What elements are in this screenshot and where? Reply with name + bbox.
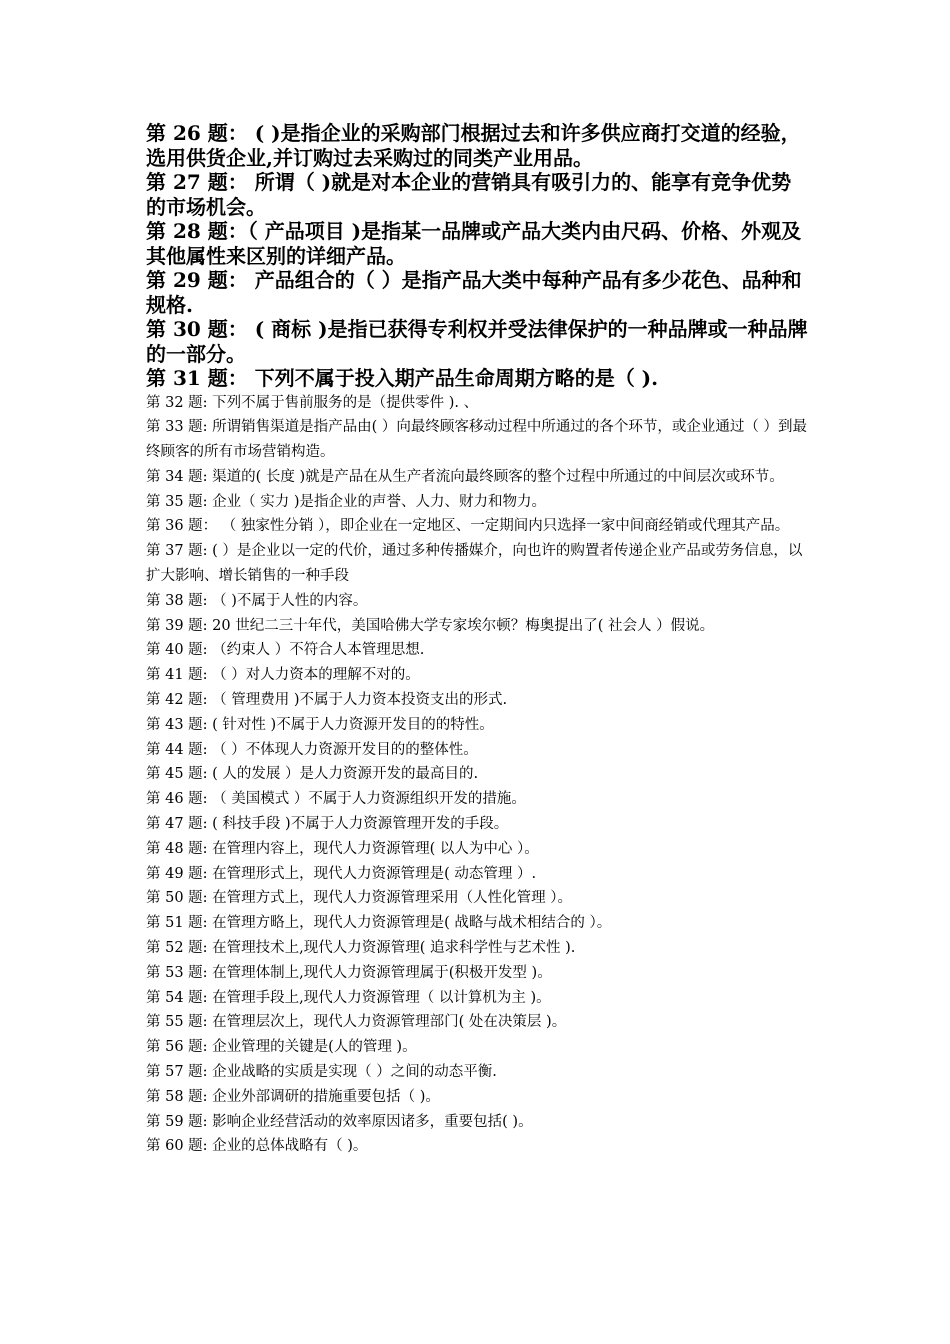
question-39: 第 39 题: 20 世纪二三十年代，美国哈佛大学专家埃尔顿？梅奥提出了( 社会人 ）假说。	[146, 617, 715, 634]
question-34: 第 34 题: 渠道的( 长度 )就是产品在从生产者流向最终顾客的整个过程中所通过的中间层次或环节。	[146, 468, 784, 485]
question-60: 第 60 题: 企业的总体战略有（ )。	[146, 1138, 368, 1155]
question-44: 第 44 题: （ ）不体现人力资源开发目的的整体性。	[146, 741, 478, 758]
question-37: 第 37 题: ( ）是企业以一定的代价，通过多种传播媒介，向也许的购置者传递企业产品或劳务信息，以扩大影响、增长销售的一种手段	[146, 543, 803, 585]
document-page	[146, 121, 810, 1159]
question-52: 第 52 题: 在管理技术上,现代人力资源管理( 追求科学性与艺术性 ).	[146, 940, 576, 957]
question-35: 第 35 题: 企业（ 实力 )是指企业的声誉、人力、财力和物力。	[146, 493, 547, 510]
question-57: 第 57 题: 企业战略的实质是实现（ ）之间的动态平衡.	[146, 1064, 497, 1081]
question-45: 第 45 题: ( 人的发展 ）是人力资源开发的最高目的.	[146, 766, 479, 783]
question-46: 第 46 题: （ 美国模式 ）不属于人力资源组织开发的措施。	[146, 791, 526, 808]
question-56: 第 56 题: 企业管理的关键是(人的管理 )。	[146, 1039, 417, 1056]
question-55: 第 55 题: 在管理层次上，现代人力资源管理部门( 处在决策层 )。	[146, 1014, 567, 1031]
question-54: 第 54 题: 在管理手段上,现代人力资源管理（ 以计算机为主 )。	[146, 989, 551, 1006]
question-33: 第 33 题: 所谓销售渠道是指产品由( ）向最终顾客移动过程中所通过的各个环节，或企业通过（ ）到最终顾客的所有市场营销构造。	[146, 419, 808, 461]
question-59: 第 59 题: 影响企业经营活动的效率原因诸多，重要包括( )。	[146, 1113, 533, 1130]
question-29: 第 29 题： 产品组合的（ ）是指产品大类中每种产品有多少花色、品种和规格.	[146, 268, 802, 317]
question-58: 第 58 题: 企业外部调研的措施重要包括（ )。	[146, 1088, 440, 1105]
question-27: 第 27 题： 所谓（ )就是对本企业的营销具有吸引力的、能享有竞争优势的市场机会。	[146, 170, 792, 219]
question-26: 第 26 题： ( )是指企业的采购部门根据过去和许多供应商打交道的经验，选用供货企业,并订购过去采购过的同类产业用品。	[146, 121, 801, 170]
question-48: 第 48 题: 在管理内容上，现代人力资源管理( 以人为中心 ）。	[146, 840, 539, 857]
question-36: 第 36 题： （ 独家性分销 ），即企业在一定地区、一定期间内只选择一家中间商经销或代理其产品。	[146, 518, 790, 535]
question-30: 第 30 题： ( 商标 )是指已获得专利权并受法律保护的一种品牌或一种品牌的一部分。	[146, 317, 808, 366]
question-47: 第 47 题: ( 科技手段 )不属于人力资源管理开发的手段。	[146, 816, 509, 833]
question-43: 第 43 题: ( 针对性 )不属于人力资源开发目的的特性。	[146, 716, 494, 733]
question-38: 第 38 题: （ )不属于人性的内容。	[146, 592, 368, 609]
question-40: 第 40 题: （约束人 ）不符合人本管理思想.	[146, 642, 425, 659]
question-41: 第 41 题: （ ）对人力资本的理解不对的。	[146, 667, 420, 684]
question-31: 第 31 题： 下列不属于投入期产品生命周期方略的是（ ).	[146, 366, 659, 390]
question-50: 第 50 题: 在管理方式上，现代人力资源管理采用（人性化管理 ）。	[146, 890, 573, 907]
question-49: 第 49 题: 在管理形式上，现代人力资源管理是( 动态管理 ）.	[146, 865, 537, 882]
question-53: 第 53 题: 在管理体制上,现代人力资源管理属于(积极开发型 )。	[146, 964, 552, 981]
question-42: 第 42 题: （ 管理费用 )不属于人力资本投资支出的形式.	[146, 692, 508, 709]
question-51: 第 51 题: 在管理方略上，现代人力资源管理是( 战略与战术相结合的 ）。	[146, 915, 612, 932]
question-28: 第 28 题：（ 产品项目 )是指某一品牌或产品大类内由尺码、价格、外观及其他属性来区别的详细产品。	[146, 219, 802, 268]
question-32: 第 32 题: 下列不属于售前服务的是（提供零件 ). 、	[146, 394, 479, 411]
